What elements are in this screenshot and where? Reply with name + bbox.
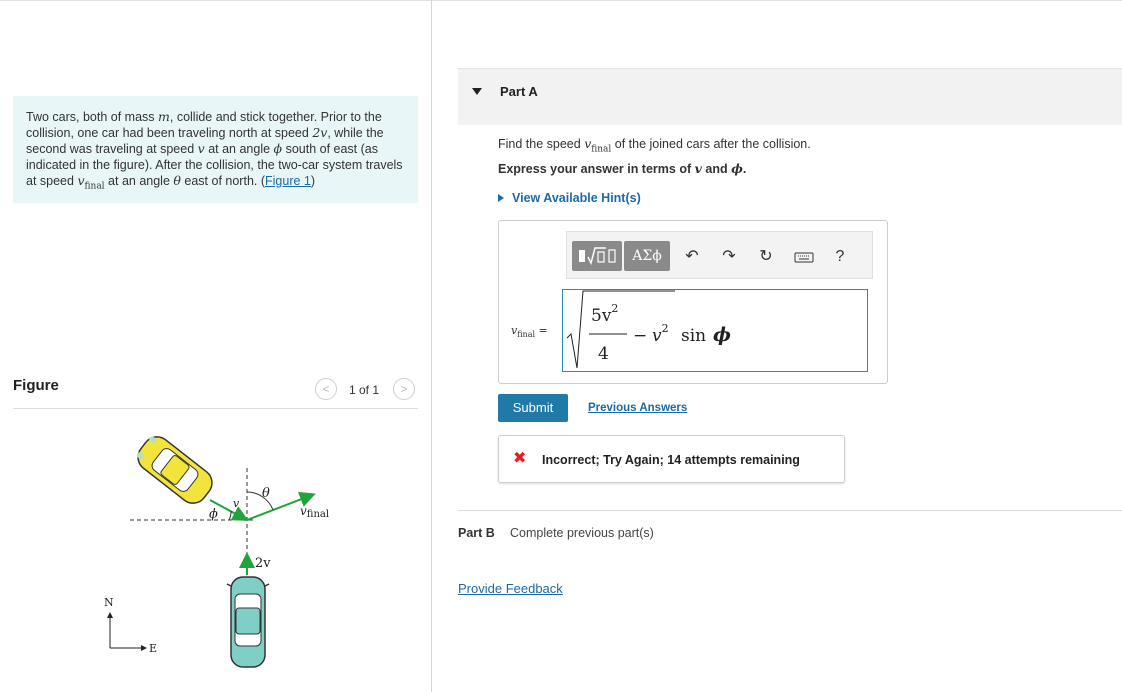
part-b-status: Complete previous part(s) xyxy=(510,526,654,540)
part-a-title: Part A xyxy=(500,84,538,99)
speed-v-symbol: v xyxy=(197,141,205,156)
part-a-question: Find the speed $v_{final}$ of the joined cars after the collision. xyxy=(498,136,811,155)
problem-text: at an angle xyxy=(208,142,271,156)
v-label: v xyxy=(233,497,240,510)
fraction-denominator: 4 xyxy=(598,344,609,364)
sin-function: sin xyxy=(681,326,707,346)
problem-text: ) xyxy=(310,174,316,188)
caret-right-icon xyxy=(498,194,504,202)
figure-prev-button[interactable] xyxy=(315,378,337,400)
part-b-title: Part B xyxy=(458,526,495,540)
figure-link[interactable]: Figure 1 xyxy=(265,174,311,188)
redo-icon[interactable]: ↷ xyxy=(722,248,736,265)
answer-expression xyxy=(563,290,867,371)
yellow-car xyxy=(132,431,217,509)
previous-answers-link[interactable]: Previous Answers xyxy=(588,402,688,414)
templates-button[interactable] xyxy=(572,241,622,271)
figure-counter: 1 of 1 xyxy=(349,383,380,397)
east-label: E xyxy=(149,642,158,655)
answer-editor xyxy=(498,220,888,384)
phi-arc xyxy=(229,511,231,520)
fraction-numerator: $5v^2$ xyxy=(591,302,619,326)
blue-car xyxy=(227,577,269,667)
math-toolbar xyxy=(566,231,873,279)
answer-label: $v_{final}$ = xyxy=(511,324,548,340)
collision-figure xyxy=(90,420,390,685)
problem-text: Two cars, both of mass xyxy=(26,110,155,124)
problem-text: south of east (as indicated in the figure). After the collision, the two-car system travels at speed xyxy=(26,142,403,188)
submit-button[interactable]: Submit xyxy=(498,394,568,422)
greek-symbols-button[interactable]: ΑΣϕ xyxy=(624,241,670,271)
figure-divider xyxy=(13,408,418,409)
figure-next-button[interactable] xyxy=(393,378,415,400)
theta-label: θ xyxy=(262,486,270,501)
north-label: N xyxy=(104,596,114,609)
provide-feedback-link[interactable]: Provide Feedback xyxy=(458,581,563,596)
problem-text: , while the second was traveling at speed xyxy=(26,126,384,156)
incorrect-x-icon: ✖ xyxy=(513,450,527,467)
problem-text: east of north. ( xyxy=(184,174,266,188)
part-b-divider xyxy=(458,510,1122,511)
problem-text: at an angle xyxy=(108,174,170,188)
vfinal-symbol: $v_{final}$ xyxy=(77,173,105,192)
figure-title: Figure xyxy=(13,377,59,394)
chevron-left-icon: < xyxy=(322,382,330,396)
vfinal-label: vfinal xyxy=(300,504,330,520)
caret-down-icon xyxy=(472,88,482,95)
problem-statement xyxy=(13,96,418,203)
feedback-message xyxy=(498,435,845,483)
answer-input[interactable] xyxy=(562,289,868,372)
left-panel xyxy=(0,0,432,692)
minus-sign: − xyxy=(633,326,648,346)
templates-icon xyxy=(572,241,622,271)
keyboard-icon[interactable] xyxy=(793,246,815,268)
undo-icon[interactable]: ↶ xyxy=(685,248,699,265)
feedback-text: Incorrect; Try Again; 14 attempts remaining xyxy=(542,453,800,467)
mass-symbol: m xyxy=(158,109,170,124)
chevron-right-icon: > xyxy=(400,382,408,396)
theta-symbol: θ xyxy=(173,173,181,188)
problem-text: , collide and stick together. Prior to the collision, one car had been traveling north at speed xyxy=(26,110,382,140)
phi-label: ϕ xyxy=(209,507,218,522)
phi-argument: ϕ xyxy=(713,324,731,346)
part-a-header[interactable] xyxy=(458,68,1122,125)
view-hints-link[interactable]: View Available Hint(s) xyxy=(498,191,641,205)
phi-symbol: ϕ xyxy=(273,141,283,156)
reset-icon[interactable]: ↻ xyxy=(759,248,773,265)
two-v-label: 2v xyxy=(255,556,271,571)
speed-2v-symbol: 2v xyxy=(312,125,328,140)
help-icon[interactable]: ? xyxy=(835,248,845,265)
v-squared-term: $v^2$ xyxy=(652,322,669,346)
part-a-instructions: Express your answer in terms of v and ϕ. xyxy=(498,161,747,176)
